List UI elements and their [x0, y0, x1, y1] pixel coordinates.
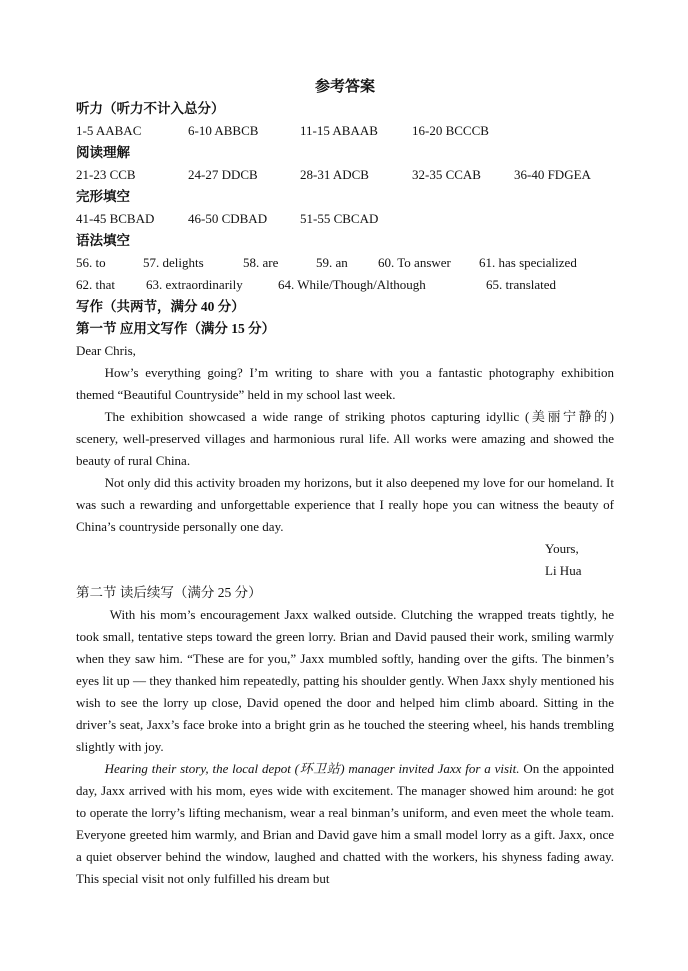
page-title: 参考答案 [314, 79, 375, 95]
paragraph-lead-sentence: Hearing their story, the local depot (环卫站) manager invited Jaxx for a visit. [104, 761, 520, 776]
reading-answers [76, 164, 614, 186]
grammar-answer: 63. extraordinarily [146, 277, 243, 292]
listening-answers [76, 120, 614, 142]
letter-closing: Yours, [545, 541, 579, 556]
answer-group: 32-35 CCAB [412, 167, 481, 182]
reading-heading: 阅读理解 [76, 145, 130, 160]
grammar-answer: 56. to [76, 255, 106, 270]
letter-paragraph: The exhibition showcased a wide range of striking photos capturing idyllic (美丽宁静的) scenery, well-preserved villages and harmonious rural life. All works were amazing and showed the beauty of rural China. [76, 409, 614, 468]
paragraph-body: On the appointed day, Jaxx arrived with his mom, eyes wide with excitement. The manager showed him around: he got to operate the lorry’s lifting mechanism, wear a real binman’s uniform, and even meet the whole team. Everyone greeted him warmly, and Brian and David gave him a small model lorry as a gift. Jaxx, once a quiet observer behind the window, laughed and chatted with the workers, his shyness fading away. This special visit not only fulfilled his dream but [76, 761, 614, 886]
grammar-answer: 57. delights [143, 255, 204, 270]
grammar-answer: 59. an [316, 255, 348, 270]
grammar-answer: 62. that [76, 277, 115, 292]
grammar-answer: 64. While/Though/Although [278, 277, 426, 292]
letter-signature: Li Hua [545, 563, 582, 578]
continuation-paragraph-2 [76, 758, 614, 890]
answer-group: 46-50 CDBAD [188, 211, 268, 226]
grammar-answer: 60. To answer [378, 255, 451, 270]
section1-heading: 第一节 应用文写作（满分 15 分） [76, 321, 276, 336]
grammar-answer: 61. has specialized [479, 255, 577, 270]
answer-group: 51-55 CBCAD [300, 211, 379, 226]
letter-greeting: Dear Chris, [76, 343, 136, 358]
answer-group: 21-23 CCB [76, 167, 136, 182]
letter-paragraph: Not only did this activity broaden my horizons, but it also deepened my love for our homeland. It was such a rewarding and unforgettable experience that I really hope you can witness the beauty of China’s countryside personally one day. [76, 475, 614, 534]
answer-group: 28-31 ADCB [300, 167, 369, 182]
answer-group: 1-5 AABAC [76, 123, 142, 138]
cloze-answers [76, 208, 614, 230]
answer-group: 24-27 DDCB [188, 167, 258, 182]
cloze-heading: 完形填空 [76, 189, 130, 204]
grammar-heading: 语法填空 [76, 233, 130, 248]
answer-group: 36-40 FDGEA [514, 167, 591, 182]
writing-heading: 写作（共两节，满分 40 分） [76, 299, 245, 314]
grammar-answer: 58. are [243, 255, 279, 270]
section2-heading: 第二节 读后续写（满分 25 分） [76, 585, 262, 600]
answer-group: 16-20 BCCCB [412, 123, 489, 138]
answer-key-page [76, 76, 614, 890]
grammar-answers-row-1 [76, 252, 614, 274]
grammar-answer: 65. translated [486, 277, 557, 292]
listening-heading: 听力（听力不计入总分） [76, 101, 225, 116]
letter-paragraph: How’s everything going? I’m writing to share with you a fantastic photography exhibition themed “Beautiful Countryside” held in my school last week. [76, 365, 614, 402]
answer-group: 41-45 BCBAD [76, 211, 155, 226]
answer-group: 11-15 ABAAB [300, 123, 378, 138]
answer-group: 6-10 ABBCB [188, 123, 259, 138]
grammar-answers-row-2 [76, 274, 614, 296]
continuation-paragraph-1: With his mom’s encouragement Jaxx walked outside. Clutching the wrapped treats tightly, he took small, tentative steps toward the green lorry. Brian and David paused their work, smiling warmly when they saw him. “These are for you,” Jaxx mumbled softly, handing over the gifts. The binmen’s eyes lit up — they thanked him repeatedly, patting his shoulder gently. When Jaxx shyly mentioned his wish to see the lorry up close, David opened the door and helped him climb aboard. Sitting in the driver’s seat, Jaxx’s face broke into a bright grin as he touched the steering wheel, his hands trembling slightly with joy. [76, 607, 614, 754]
